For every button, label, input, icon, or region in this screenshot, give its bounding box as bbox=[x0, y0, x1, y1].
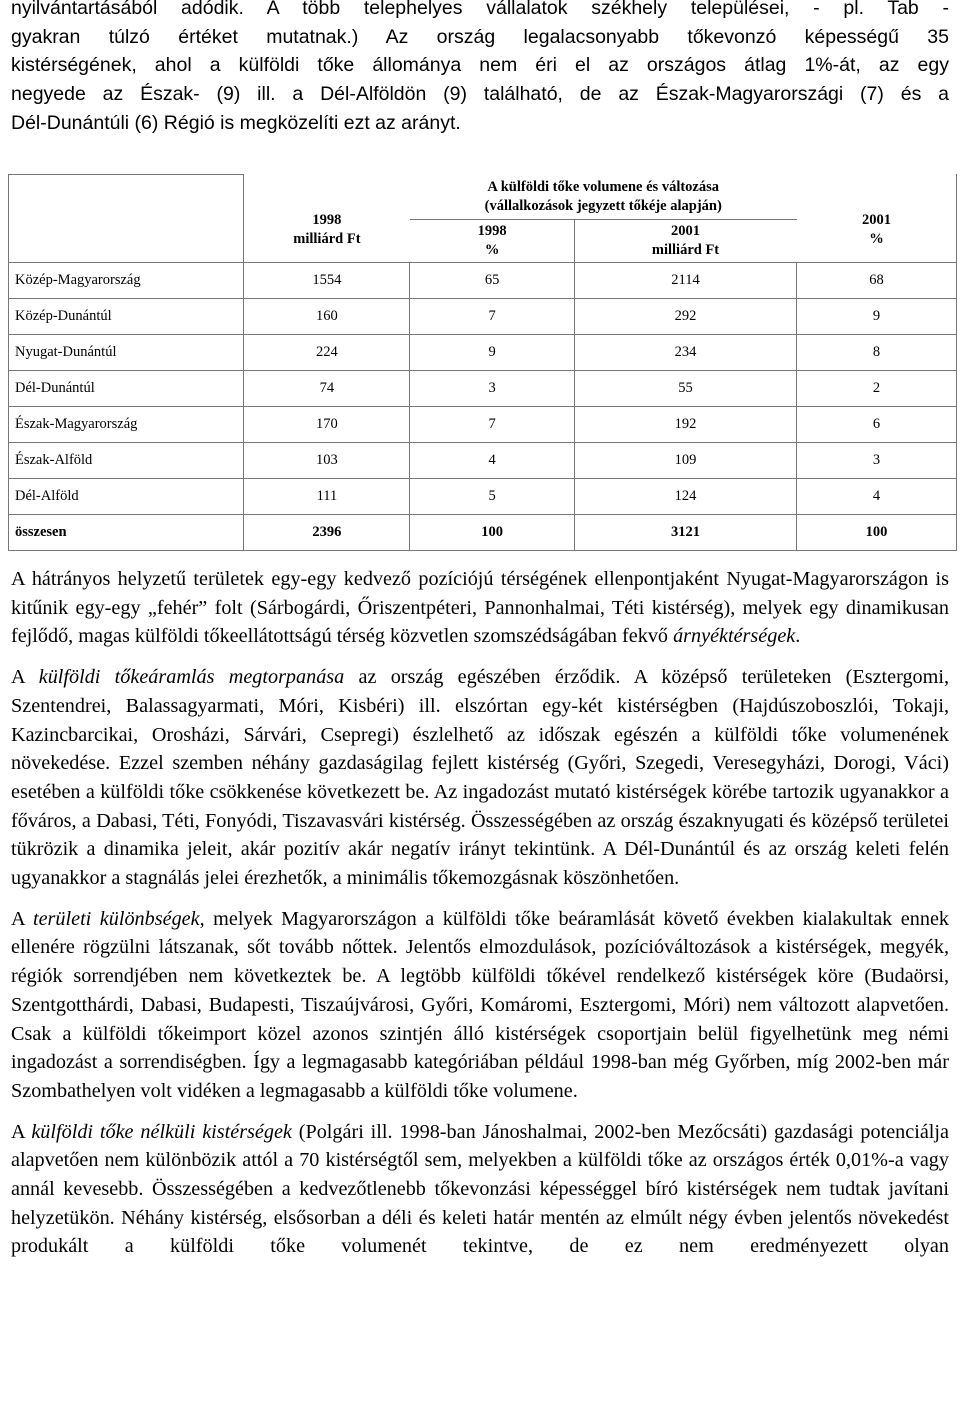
percent-1998-cell: 7 bbox=[410, 299, 575, 335]
paragraph-no-foreign-capital bbox=[11, 1118, 949, 1262]
paragraph-no-foreign-capital-italic: külföldi tőke nélküli kistérségek bbox=[31, 1120, 292, 1143]
table-row bbox=[9, 299, 957, 335]
region-cell: Közép-Dunántúl bbox=[9, 299, 244, 335]
table-title-line1: A külföldi tőke volumene és változása bbox=[487, 179, 720, 195]
table-row bbox=[9, 443, 957, 479]
header-2001-percent bbox=[797, 175, 957, 263]
total-1998-percent: 100 bbox=[410, 515, 575, 551]
paragraph-capital-flow-lead: A bbox=[11, 666, 39, 689]
percent-1998-cell: 4 bbox=[410, 443, 575, 479]
table-title-row bbox=[9, 175, 957, 220]
percent-1998-cell: 9 bbox=[410, 335, 575, 371]
value-1998-cell: 74 bbox=[244, 371, 410, 407]
percent-2001-cell: 2 bbox=[797, 371, 957, 407]
paragraph-no-foreign-capital-lead: A bbox=[11, 1120, 32, 1143]
total-2001-percent: 100 bbox=[797, 515, 957, 551]
table-body bbox=[9, 263, 957, 515]
region-cell: Észak-Alföld bbox=[9, 443, 244, 479]
percent-1998-cell: 5 bbox=[410, 479, 575, 515]
paragraph-regional-differences bbox=[11, 905, 949, 1106]
table-row bbox=[9, 335, 957, 371]
percent-2001-cell: 3 bbox=[797, 443, 957, 479]
header-2001-value-line2: milliárd Ft bbox=[651, 242, 720, 258]
value-1998-cell: 160 bbox=[244, 299, 410, 335]
percent-2001-cell: 68 bbox=[797, 263, 957, 299]
capital-table-wrapper bbox=[8, 174, 957, 551]
capital-table bbox=[8, 174, 957, 551]
header-1998-value-line1: 1998 bbox=[312, 211, 342, 228]
header-1998-percent-line1: 1998 bbox=[477, 223, 507, 239]
header-1998-value-line2: milliárd Ft bbox=[293, 230, 361, 247]
region-cell: Dél-Alföld bbox=[9, 479, 244, 515]
value-2001-cell: 192 bbox=[574, 407, 796, 443]
header-2001-percent-line1: 2001 bbox=[862, 211, 892, 228]
total-label: összesen bbox=[9, 515, 244, 551]
paragraph-shadow-regions-text: A hátrányos helyzetű területek egy-egy kedvező pozíciójú térségének ellenpontjaként Nyugat-Magyarországon is kitűnik egy-egy „fehér” folt (Sárbogárdi, Őriszentpéteri, Pannonhalmai, Téti kistérség), melyek egy dinamikusan fejlődő, magas külföldi tőkeellátottságú térség közvetlen szomszédságában fekvő bbox=[11, 568, 949, 648]
value-2001-cell: 124 bbox=[574, 479, 796, 515]
intro-line-1: nyilvántartásából adódik. A több telephelyes vállalatok székhely települései, - pl. Tab - bbox=[11, 0, 949, 19]
percent-2001-cell: 9 bbox=[797, 299, 957, 335]
header-1998-percent-line2: % bbox=[484, 242, 500, 258]
intro-line-3: kistérségének, ahol a külföldi tőke állománya nem éri el az országos átlag 1%-át, az egy bbox=[11, 54, 949, 77]
paragraph-capital-flow bbox=[11, 663, 949, 893]
header-2001-value-line1: 2001 bbox=[671, 223, 701, 239]
header-2001-percent-line2: % bbox=[869, 230, 884, 247]
table-total-row bbox=[9, 515, 957, 551]
table-title-cell bbox=[410, 175, 797, 220]
paragraph-shadow-regions bbox=[11, 565, 949, 651]
value-1998-cell: 224 bbox=[244, 335, 410, 371]
paragraph-regional-differences-text: , melyek Magyarországon a külföldi tőke beáramlását követő években kialakultak ennek ellenére rögzülni látszanak, sőt tovább nőttek. Jelentős elmozdulások, pozícióváltozások a kistérségek, megyék, régiók sorrendjében nem következtek be. A legtöbb külföldi tőkével rendelkező kistérségek köre (Budaörsi, Szentgotthárdi, Dabasi, Budapesti, Tiszaújvárosi, Győri, Komáromi, Esztergomi, Móri) nem változott alapvetően. Csak a külföldi tőkeimport közel azonos szintjén álló kistérségek csoportjain belül figyelhetünk meg némi ingadozást a sorrendiségben. Így a legmagasabb kategóriában például 1998-ban még Győrben, míg 2002-ben már Szombathelyen volt vidéken a legmagasabb a külföldi tőke volumene. bbox=[11, 907, 949, 1102]
percent-1998-cell: 7 bbox=[410, 407, 575, 443]
region-cell: Közép-Magyarország bbox=[9, 263, 244, 299]
total-1998-value: 2396 bbox=[244, 515, 410, 551]
region-cell: Észak-Magyarország bbox=[9, 407, 244, 443]
paragraph-capital-flow-italic: külföldi tőkeáramlás megtorpanása bbox=[38, 666, 345, 689]
table-row bbox=[9, 479, 957, 515]
intro-line-2: gyakran túlzó értéket mutatnak.) Az ország legalacsonyabb tőkevonzó képességű 35 bbox=[11, 25, 949, 48]
paragraph-shadow-regions-italic: árnyéktérségek bbox=[673, 625, 796, 648]
value-2001-cell: 2114 bbox=[574, 263, 796, 299]
value-1998-cell: 1554 bbox=[244, 263, 410, 299]
intro-line-4: negyede az Észak- (9) ill. a Dél-Alföldön (9) található, de az Észak-Magyarországi (7) és a bbox=[11, 83, 949, 106]
paragraph-regional-differences-lead: A bbox=[11, 907, 33, 930]
body-text bbox=[11, 565, 949, 1261]
paragraph-capital-flow-text: az ország egészében érződik. A középső területeken (Esztergomi, Szentendrei, Balassagyarmati, Móri, Kisbéri) ill. elszórtan egy-két kistérségben (Hajdúszoboszlói, Tokaji, Kazincbarcikai, Orosházi, Sárvári, Csepregi) észlelhető az időszak egészén a külföldi tőke volumenének növekedése. Ezzel szemben néhány gazdaságilag fejlett kistérség (Győri, Szegedi, Veresegyházi, Dorogi, Váci) esetében a külföldi tőke csökkenése következett be. Az ingadozást mutató kistérségek körébe tartozik ugyanakkor a főváros, a Dabasi, Téti, Fonyódi, Tiszavasvári kistérség. Összességében az ország északnyugati és középső területei tükrözik a dinamika jeleit, akár pozitív akár negatív irányt tekintünk. A Dél-Dunántúl és az ország keleti felén ugyanakkor a stagnálás jelei érezhetők, a minimális tőkemozgásnak köszönhetően. bbox=[11, 666, 950, 890]
table-title-line2: (vállalkozások jegyzett tőkéje alapján) bbox=[484, 198, 722, 214]
percent-1998-cell: 3 bbox=[410, 371, 575, 407]
percent-2001-cell: 8 bbox=[797, 335, 957, 371]
intro-line-5: Dél-Dunántúli (6) Régió is megközelíti ezt az arányt. bbox=[11, 111, 461, 134]
paragraph-no-foreign-capital-text: (Polgári ill. 1998-ban Jánoshalmai, 2002-ben Mezőcsáti) gazdasági potenciálja alapvetően nem különbözik attól a 70 kistérségtől sem, melyekben a külföldi tőke az országos érték 0,01%-a vagy annál kevesebb. Összességében a kedvezőtlenebb tőkevonzási képességgel bíró kistérségek nem tudtak javítani helyzetükön. Néhány kistérség, elsősorban a déli és keleti határ mentén az elmúlt négy évben jelentős növekedést produkált a külföldi tőke volumenét tekintve, de ez nem eredményezett olyan bbox=[11, 1120, 949, 1258]
table-row bbox=[9, 371, 957, 407]
intro-paragraph bbox=[11, 0, 949, 138]
value-2001-cell: 55 bbox=[574, 371, 796, 407]
value-2001-cell: 292 bbox=[574, 299, 796, 335]
region-header-cell bbox=[9, 175, 244, 263]
table-row bbox=[9, 407, 957, 443]
value-2001-cell: 109 bbox=[574, 443, 796, 479]
paragraph-shadow-regions-end: . bbox=[795, 625, 801, 648]
value-1998-cell: 170 bbox=[244, 407, 410, 443]
value-2001-cell: 234 bbox=[574, 335, 796, 371]
value-1998-cell: 111 bbox=[244, 479, 410, 515]
header-1998-value bbox=[244, 175, 410, 263]
region-cell: Nyugat-Dunántúl bbox=[9, 335, 244, 371]
table-row bbox=[9, 263, 957, 299]
value-1998-cell: 103 bbox=[244, 443, 410, 479]
total-2001-value: 3121 bbox=[574, 515, 796, 551]
percent-2001-cell: 4 bbox=[797, 479, 957, 515]
header-1998-percent bbox=[410, 220, 575, 263]
percent-2001-cell: 6 bbox=[797, 407, 957, 443]
header-2001-value bbox=[574, 220, 796, 263]
percent-1998-cell: 65 bbox=[410, 263, 575, 299]
region-cell: Dél-Dunántúl bbox=[9, 371, 244, 407]
paragraph-regional-differences-italic: területi különbségek bbox=[32, 907, 200, 930]
